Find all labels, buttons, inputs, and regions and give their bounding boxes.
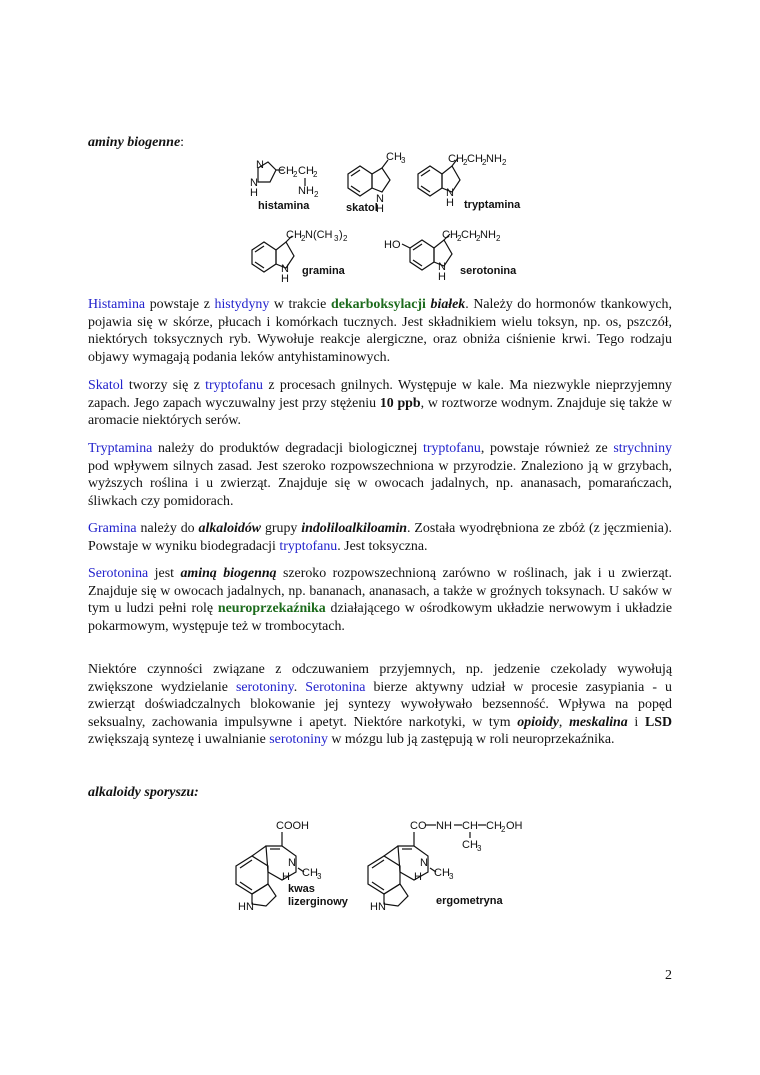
svg-text:CH: CH (434, 867, 450, 879)
svg-text:H: H (282, 871, 290, 883)
svg-text:H: H (250, 187, 258, 199)
svg-text:H: H (281, 273, 289, 285)
svg-text:N: N (250, 177, 258, 189)
svg-text:NH: NH (480, 229, 496, 241)
label-skatol: skatol (346, 202, 378, 214)
svg-text:N: N (438, 261, 446, 273)
svg-text:2: 2 (463, 158, 468, 167)
svg-text:3: 3 (449, 872, 454, 881)
svg-text:CH: CH (286, 229, 302, 241)
svg-text:H: H (414, 871, 422, 883)
svg-text:N: N (446, 187, 454, 199)
svg-text:2: 2 (313, 170, 318, 179)
svg-text:2: 2 (501, 825, 506, 834)
svg-text:NH: NH (436, 820, 452, 832)
paragraph-skatol: Skatol tworzy się z tryptofanu z procesach gnilnych. Występuje w kale. Ma niezwykle nieprzyjemny zapach. Jego zapach wyczuwalny jest przy stężeniu 10 ppb, w roztworze wodnym. Znajduje się także w aromacie niektórych serów. (88, 378, 672, 429)
svg-text:H: H (438, 271, 446, 283)
svg-text:2: 2 (343, 234, 348, 243)
svg-text:3: 3 (317, 872, 322, 881)
label-kwas-2: lizerginowy (288, 896, 348, 908)
svg-text:COOH: COOH (276, 820, 309, 832)
svg-text:3: 3 (401, 156, 406, 165)
label-ergometryna: ergometryna (436, 895, 503, 907)
ergometrine-structure (368, 820, 523, 913)
svg-text:CH: CH (302, 867, 318, 879)
svg-text:2: 2 (496, 234, 501, 243)
paragraph-tryptamina: Tryptamina należy do produktów degradacji biologicznej tryptofanu, powstaje również ze strychniny pod wpływem silnych zasad. Jest szeroko rozpowszechniona w przyrodzie. Znaleziono ją w grzybach, wyższych roślina i u zwierząt. Znajduje się w owocach jadalnych, np. ananasach, pomarańczach, śliwkach czy pomidorach. (88, 441, 672, 509)
label-serotonina: serotonina (460, 265, 517, 277)
svg-text:H: H (446, 197, 454, 209)
svg-text:N: N (420, 857, 428, 869)
svg-text:N: N (281, 263, 289, 275)
lysergic-acid-structure (236, 820, 349, 913)
svg-text:CH: CH (386, 151, 402, 163)
svg-text:2: 2 (457, 234, 462, 243)
heading-amines: aminy biogenne: (88, 135, 185, 150)
svg-text:3: 3 (477, 844, 482, 853)
heading-ergot-alkaloids: alkaloidy sporyszu: (88, 785, 199, 800)
paragraph-niektore: Niektóre czynności związane z odczuwaniem przyjemnych, np. jedzenie czekolady wywołują zwiększone wydzielanie serotoniny. Serotonina bierze aktywny udział w procesie zasypiania - u zwierząt doświadczalnych blokowanie jej syntezy wywoływało bezsenność. Wpływa na popęd seksualny, zachowania impulsywne i apetyt. Niektóre narkotyki, w tym opioidy, meskalina i LSD zwiększają syntezę i uwalnianie serotoniny w mózgu lub ją zastępują w roli neuroprzekaźnika. (88, 662, 672, 748)
svg-text:2: 2 (301, 234, 306, 243)
svg-text:CO: CO (410, 820, 427, 832)
svg-text:N: N (376, 193, 384, 205)
svg-text:): ) (339, 229, 343, 241)
paragraph-serotonina: Serotonina jest aminą biogenną szeroko rozpowszechnioną zarówno w roślinach, jak i u zwierząt. Znajduje się w owocach jadalnych, np. bananach, ananasach, a także w groźnych toksynach. U saków w tym u ludzi pełni rolę neuroprzekaźnika działającego w ośrodkowym układzie nerwowym i układzie pokarmowym, występuje też w trombocytach. (88, 566, 673, 634)
label-histamina: histamina (258, 200, 310, 212)
svg-text:3: 3 (334, 234, 339, 243)
svg-text:N: N (256, 159, 264, 171)
svg-text:N: N (288, 857, 296, 869)
svg-text:CH: CH (278, 165, 294, 177)
svg-text:CH: CH (467, 153, 483, 165)
svg-text:CH: CH (298, 165, 314, 177)
svg-text:CH: CH (461, 229, 477, 241)
svg-text:NH: NH (298, 185, 314, 197)
page-number: 2 (665, 968, 672, 983)
svg-text:2: 2 (314, 190, 319, 199)
svg-text:HN: HN (238, 901, 254, 913)
paragraph-gramina: Gramina należy do alkaloidów grupy indoliloalkiloamin. Została wyodrębniona ze zbóż (z jęczmienia). Powstaje w wyniku biodegradacji tryptofanu. Jest toksyczna. (88, 521, 672, 554)
svg-text:OH: OH (506, 820, 523, 832)
svg-text:H: H (376, 203, 384, 215)
svg-text:2: 2 (476, 234, 481, 243)
label-kwas-1: kwas (288, 883, 315, 895)
label-gramina: gramina (302, 265, 345, 277)
svg-text:NH: NH (486, 153, 502, 165)
svg-text:CH: CH (486, 820, 502, 832)
svg-text:CH: CH (462, 820, 478, 832)
paragraph-histamina: Histamina powstaje z histydyny w trakcie dekarboksylacji białek. Należy do hormonów tkankowych, pojawia się w skórze, płucach i komórkach tucznych. Jest składnikiem wielu toksyn, np. os, pszczół, niektórych toksycznych ryb. Wywołuje reakcje alergiczne, oraz obniża ciśnienie krwi. Tego rodzaju objawy wymagają podania leków antyhistaminowych. (88, 297, 672, 365)
svg-text:2: 2 (502, 158, 507, 167)
svg-text:CH: CH (442, 229, 458, 241)
svg-text:CH: CH (462, 839, 478, 851)
svg-text:2: 2 (293, 170, 298, 179)
svg-text:N(CH: N(CH (305, 229, 333, 241)
svg-text:2: 2 (482, 158, 487, 167)
label-tryptamina: tryptamina (464, 199, 521, 211)
svg-text:CH: CH (448, 153, 464, 165)
svg-text:HO: HO (384, 239, 401, 251)
svg-text:HN: HN (370, 901, 386, 913)
